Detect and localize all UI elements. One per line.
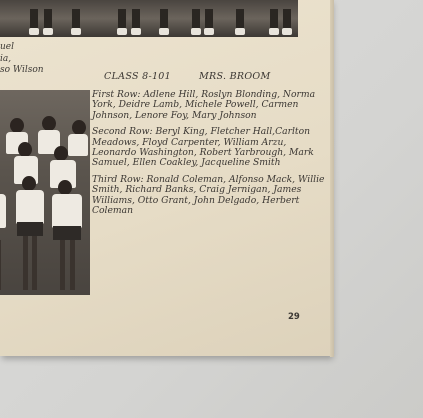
roster-row-third: Third Row: Ronald Coleman, Alfonso Mack, Willie Smith, Richard Banks, Craig Jernigan, James Williams, Otto Grant, John Delgado, Herbert Coleman	[92, 173, 325, 217]
class-roster	[92, 90, 328, 222]
teacher-name: MRS. BROOM	[199, 71, 271, 82]
class-photo-top	[0, 0, 298, 37]
page-edge	[330, 0, 334, 357]
page-number: 29	[288, 312, 300, 322]
class-label: CLASS 8-101	[104, 71, 171, 82]
roster-row-first: First Row: Adlene Hill, Roslyn Blonding, Norma York, Deidre Lamb, Michele Powell, Carmen Johnson, Lenore Foy, Mary Johnson	[92, 89, 316, 121]
previous-caption-line: uel	[0, 42, 15, 52]
previous-caption-line: so Wilson	[0, 65, 44, 75]
roster-row-second: Second Row: Beryl King, Fletcher Hall,Carlton Meadows, Floyd Carpenter, William Arzu, Leonardo Washington, Robert Yarbrough, Mark Samuel, Ellen Coakley, Jacqueline Smith	[92, 126, 314, 169]
previous-caption	[0, 42, 44, 77]
previous-caption-line: ia,	[0, 53, 12, 64]
class-photo	[0, 90, 90, 295]
